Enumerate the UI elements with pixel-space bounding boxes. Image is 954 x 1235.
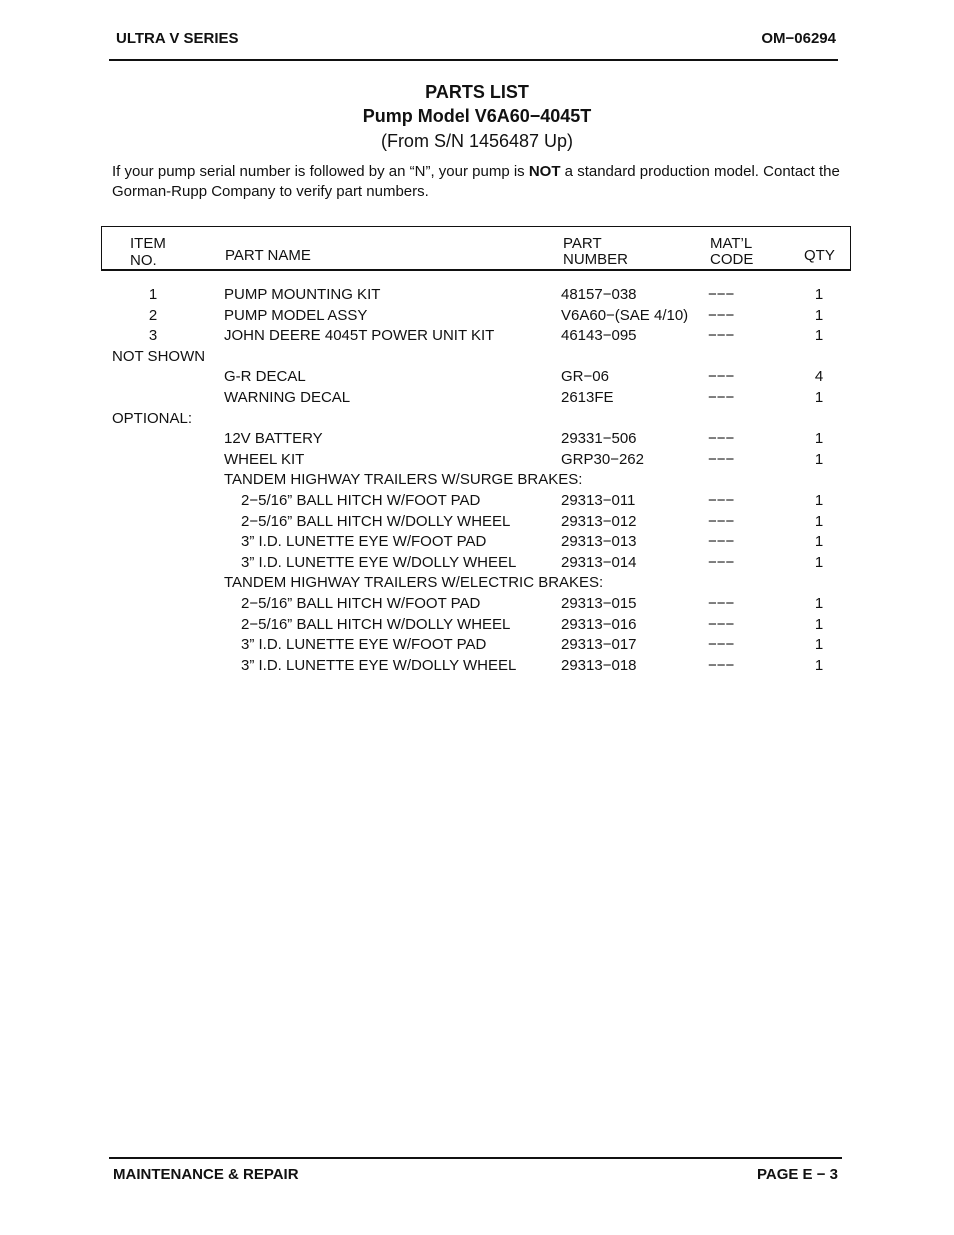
part-name: 2−5/16” BALL HITCH W/FOOT PAD: [241, 594, 481, 612]
table-row: [0, 429, 954, 450]
material-code: −−−: [708, 388, 735, 406]
header-series: ULTRA V SERIES: [116, 30, 239, 47]
header-doc-number: OM−06294: [761, 30, 836, 47]
table-row: [0, 306, 954, 327]
part-name: G-R DECAL: [224, 368, 306, 386]
table-row: [0, 367, 954, 388]
pump-model-title: Pump Model V6A60−4045T: [362, 106, 592, 126]
page-title: PARTS LIST: [425, 82, 529, 102]
table-row: [0, 450, 954, 471]
serial-range-subtitle: (From S/N 1456487 Up): [380, 131, 574, 151]
part-number: 29313−012: [561, 512, 637, 530]
table-row: [0, 491, 954, 512]
part-number: 29313−014: [561, 553, 637, 571]
quantity: 1: [814, 286, 824, 303]
part-number: 48157−038: [561, 286, 637, 303]
quantity: 1: [814, 430, 824, 448]
material-code: −−−: [708, 491, 735, 509]
table-row: [0, 285, 954, 306]
table-row: [0, 532, 954, 553]
quantity: 1: [814, 636, 824, 654]
part-name: 12V BATTERY: [224, 430, 323, 448]
part-name: WHEEL KIT: [224, 450, 305, 468]
part-name: 2−5/16” BALL HITCH W/FOOT PAD: [241, 491, 481, 509]
header-qty-label: QTY: [804, 247, 835, 264]
quantity: 1: [814, 388, 824, 406]
table-row: [0, 615, 954, 636]
quantity: 1: [814, 594, 824, 612]
header-matl-label: MAT’L: [710, 235, 753, 252]
section-row: [0, 347, 954, 368]
header-divider: [109, 59, 838, 61]
part-number: 2613FE: [561, 388, 614, 406]
part-number: 29313−016: [561, 615, 637, 633]
section-label: OPTIONAL:: [112, 409, 193, 427]
table-row: [0, 326, 954, 347]
intro-paragraph: [112, 162, 852, 202]
table-row: [0, 635, 954, 656]
material-code: −−−: [708, 533, 735, 551]
quantity: 4: [814, 368, 824, 386]
quantity: 1: [814, 656, 824, 674]
quantity: 1: [814, 306, 824, 324]
header-number-label: NUMBER: [563, 251, 629, 268]
part-name: 3” I.D. LUNETTE EYE W/DOLLY WHEEL: [241, 553, 517, 571]
part-number: 29313−015: [561, 594, 637, 612]
material-code: −−−: [708, 368, 735, 386]
quantity: 1: [814, 553, 824, 571]
material-code: −−−: [708, 615, 735, 633]
table-row: [0, 512, 954, 533]
part-number: 29313−013: [561, 533, 637, 551]
part-name: WARNING DECAL: [224, 388, 351, 406]
part-name: 2−5/16” BALL HITCH W/DOLLY WHEEL: [241, 512, 511, 530]
part-number: GR−06: [561, 368, 609, 386]
material-code: −−−: [708, 306, 735, 324]
part-name: 2−5/16” BALL HITCH W/DOLLY WHEEL: [241, 615, 511, 633]
material-code: −−−: [708, 450, 735, 468]
quantity: 1: [814, 533, 824, 551]
quantity: 1: [814, 615, 824, 633]
material-code: −−−: [708, 636, 735, 654]
part-name: 3” I.D. LUNETTE EYE W/DOLLY WHEEL: [241, 656, 517, 674]
footer-divider: [109, 1157, 842, 1159]
part-name: JOHN DEERE 4045T POWER UNIT KIT: [224, 327, 495, 345]
part-number: 29313−017: [561, 636, 637, 654]
part-name: 3” I.D. LUNETTE EYE W/FOOT PAD: [241, 533, 487, 551]
quantity: 1: [814, 512, 824, 530]
material-code: −−−: [708, 286, 735, 303]
material-code: −−−: [708, 512, 735, 530]
section-row: [0, 409, 954, 430]
part-name: PUMP MODEL ASSY: [224, 306, 368, 324]
part-name: TANDEM HIGHWAY TRAILERS W/SURGE BRAKES:: [224, 471, 583, 489]
footer-section: MAINTENANCE & REPAIR: [113, 1166, 299, 1183]
item-number: 2: [148, 306, 158, 324]
header-part-label: PART: [563, 235, 602, 252]
header-code-label: CODE: [710, 251, 754, 268]
table-row: [0, 656, 954, 677]
parts-table-body: [0, 285, 954, 676]
section-label: NOT SHOWN: [112, 347, 206, 365]
quantity: 1: [814, 491, 824, 509]
header-no-label: NO.: [130, 252, 157, 269]
table-row: [0, 573, 954, 594]
header-item-label: ITEM: [130, 235, 166, 252]
material-code: −−−: [708, 594, 735, 612]
material-code: −−−: [708, 430, 735, 448]
part-number: V6A60−(SAE 4/10): [561, 306, 689, 324]
part-number: 29331−506: [561, 430, 637, 448]
part-number: 46143−095: [561, 327, 637, 345]
part-name: PUMP MOUNTING KIT: [224, 286, 381, 303]
table-header: [101, 226, 851, 271]
table-row: [0, 388, 954, 409]
table-row: [0, 553, 954, 574]
header-part-name-label: PART NAME: [225, 247, 311, 264]
part-name: TANDEM HIGHWAY TRAILERS W/ELECTRIC BRAKES:: [224, 574, 604, 592]
part-number: GRP30−262: [561, 450, 644, 468]
table-row: [0, 470, 954, 491]
material-code: −−−: [708, 656, 735, 674]
material-code: −−−: [708, 553, 735, 571]
intro-text-after: a standard production model. Contact the Gorman-Rupp Company to verify part numbers.: [112, 163, 840, 200]
part-number: 29313−018: [561, 656, 637, 674]
part-number: 29313−011: [561, 491, 636, 509]
item-number: 3: [148, 327, 158, 345]
material-code: −−−: [708, 327, 735, 345]
intro-text-before: If your pump serial number is followed by an “N”, your pump is: [112, 163, 529, 180]
quantity: 1: [814, 450, 824, 468]
footer-page-number: PAGE E − 3: [756, 1166, 838, 1183]
intro-text-bold: NOT: [528, 163, 561, 180]
item-number: 1: [148, 286, 158, 303]
table-row: [0, 594, 954, 615]
part-name: 3” I.D. LUNETTE EYE W/FOOT PAD: [241, 636, 487, 654]
quantity: 1: [814, 327, 824, 345]
